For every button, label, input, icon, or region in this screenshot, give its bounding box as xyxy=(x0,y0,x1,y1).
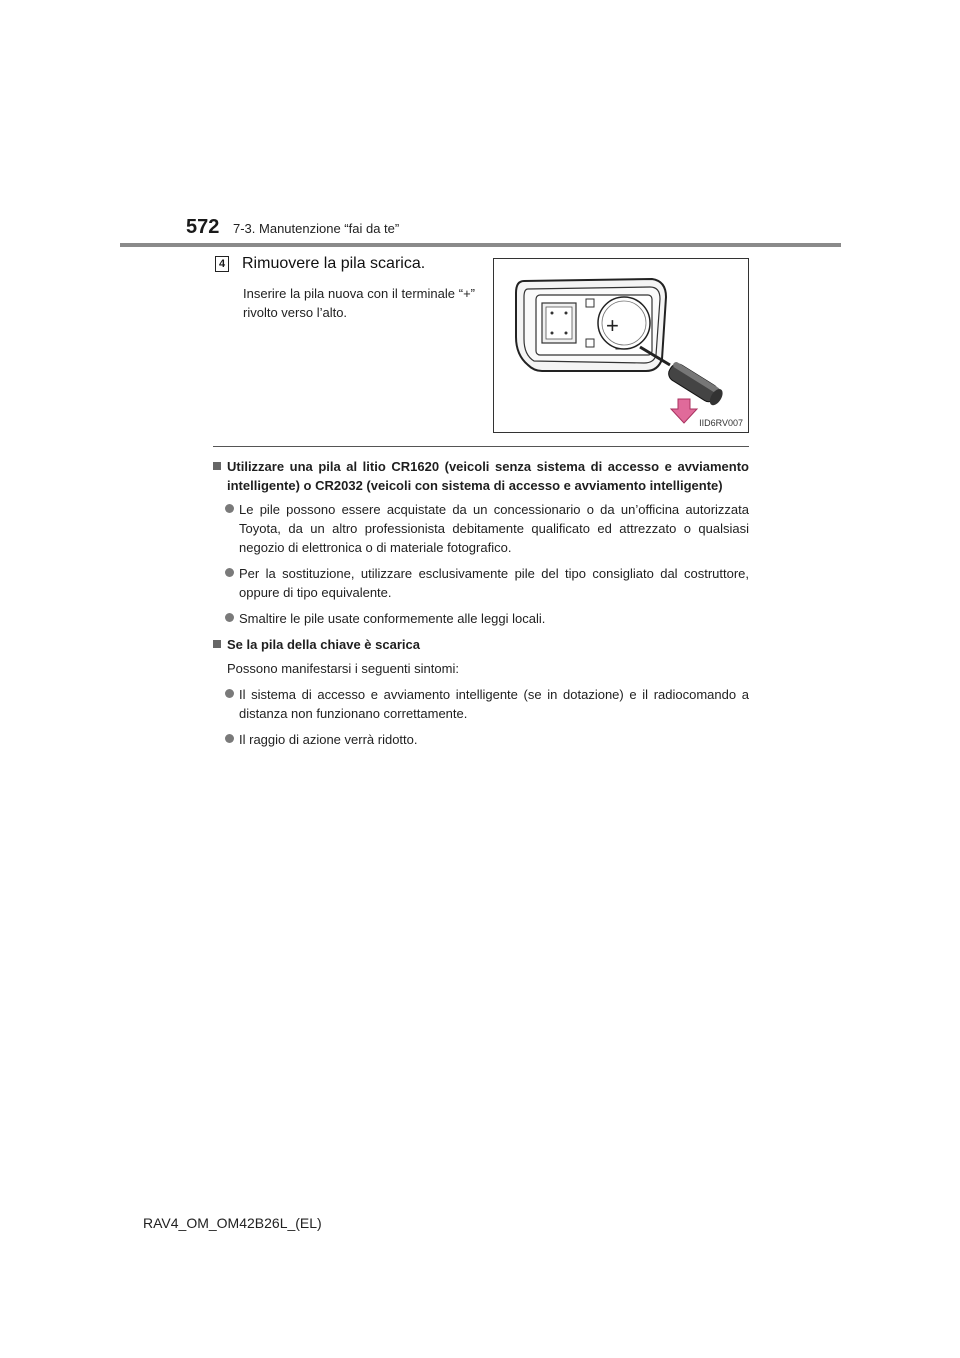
square-bullet-icon xyxy=(213,640,221,648)
section-title: 7-3. Manutenzione “fai da te” xyxy=(233,221,400,236)
list-item xyxy=(213,730,749,749)
list-item-text: Per la sostituzione, utilizzare esclusivamente pile del tipo consigliato dal costruttore, oppure di tipo equivalente. xyxy=(239,566,749,600)
circle-bullet-icon xyxy=(225,613,234,622)
note-heading xyxy=(213,457,749,495)
step-description: Inserire la pila nuova con il terminale “+” rivolto verso l’alto. xyxy=(243,286,475,320)
note-heading xyxy=(213,635,749,654)
footer-doc-code: RAV4_OM_OM42B26L_(EL) xyxy=(143,1215,322,1231)
note-intro-text: Possono manifestarsi i seguenti sintomi: xyxy=(227,661,459,676)
figure-code: IID6RV007 xyxy=(699,418,743,428)
key-battery-illustration-icon xyxy=(494,259,748,432)
list-item xyxy=(213,609,749,628)
battery-removal-figure xyxy=(493,258,749,433)
list-item-text: Il sistema di accesso e avviamento intelligente (se in dotazione) e il radiocomando a distanza non funzionano correttamente. xyxy=(239,687,749,721)
page-number: 572 xyxy=(186,216,220,238)
step-title: Rimuovere la pila scarica. xyxy=(242,255,426,272)
list-item-text: Il raggio di azione verrà ridotto. xyxy=(239,732,418,747)
list-item xyxy=(213,564,749,602)
square-bullet-icon xyxy=(213,462,221,470)
header-rule xyxy=(120,243,841,247)
note-heading-text: Utilizzare una pila al litio CR1620 (veicoli senza sistema di accesso e avviamento intelligente) o CR2032 (veicoli con sistema di accesso e avviamento intelligente) xyxy=(227,459,749,493)
list-item xyxy=(213,500,749,557)
circle-bullet-icon xyxy=(225,504,234,513)
list-item-text: Le pile possono essere acquistate da un concessionario o da un’officina autorizzata Toyota, da un altro professionista debitamente qualificato ed attrezzato o qualsiasi negozio di elettronica o di materiale fotografico. xyxy=(239,502,749,555)
notes-section xyxy=(213,457,749,756)
battery-plus-label: + xyxy=(606,313,619,338)
note-heading-text: Se la pila della chiave è scarica xyxy=(227,637,420,652)
circle-bullet-icon xyxy=(225,568,234,577)
section-divider xyxy=(213,446,749,447)
circle-bullet-icon xyxy=(225,734,234,743)
step-number-badge: 4 xyxy=(215,256,229,272)
list-item xyxy=(213,685,749,723)
circle-bullet-icon xyxy=(225,689,234,698)
list-item-text: Smaltire le pile usate conformemente alle leggi locali. xyxy=(239,611,546,626)
